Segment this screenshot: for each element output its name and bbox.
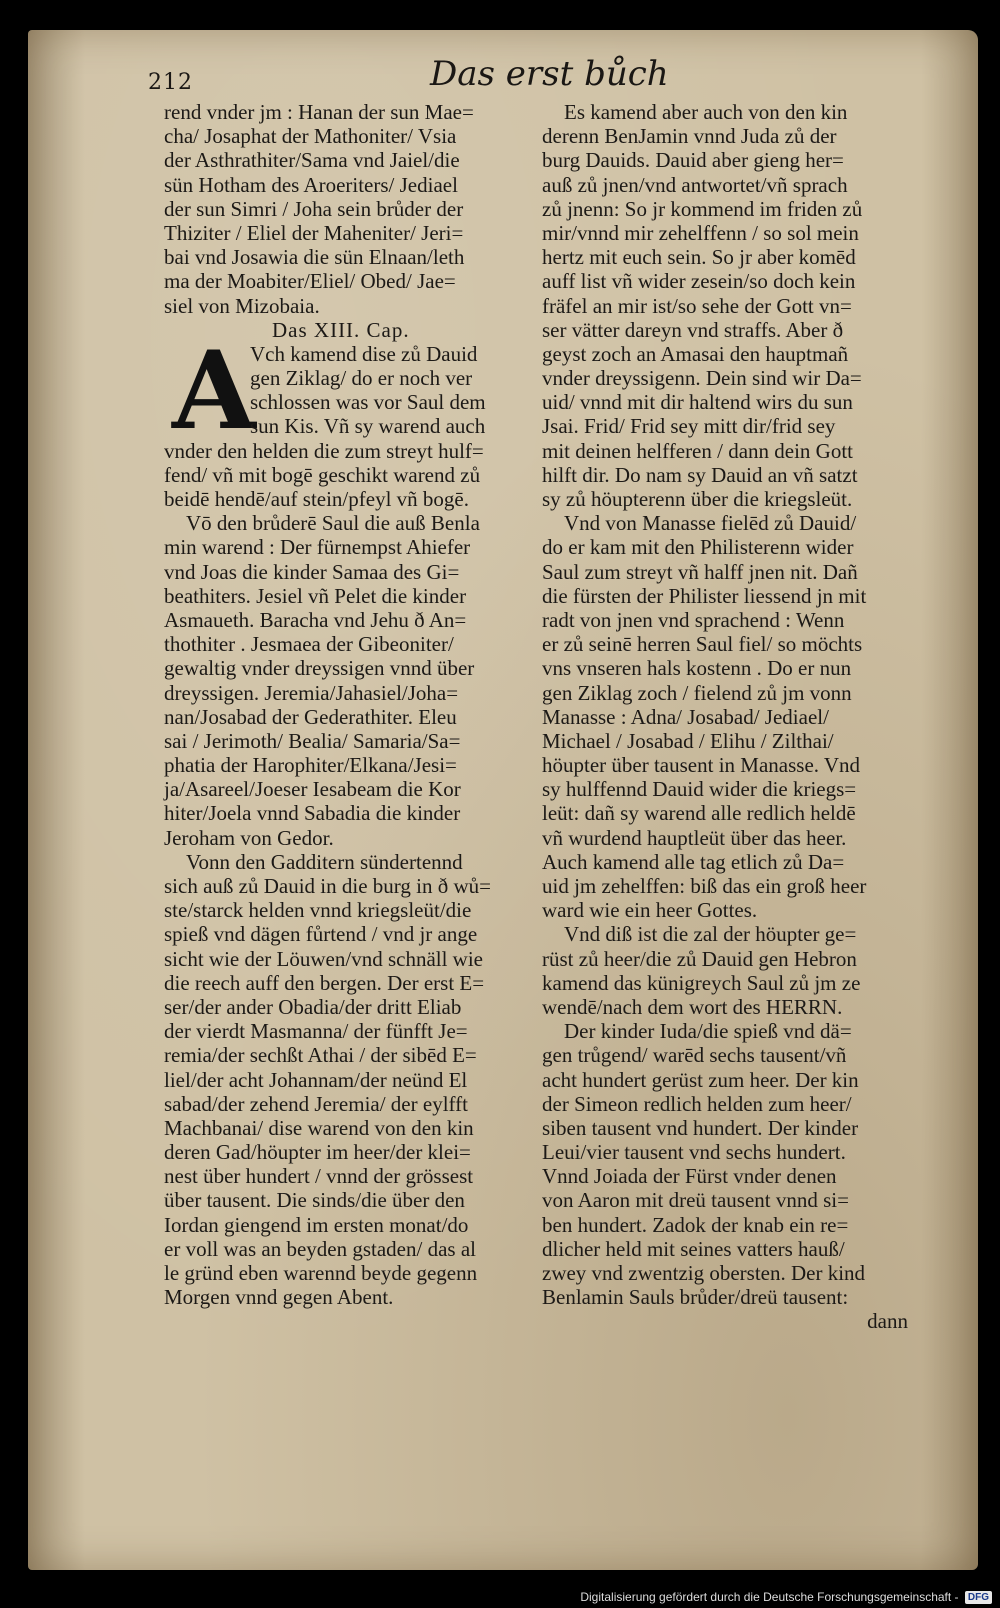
chapter-heading: Das XIII. Cap. — [272, 317, 410, 342]
text-line: rüst zů heer/die zů Dauid gen Hebron — [542, 946, 857, 971]
text-line: Jeroham von Gedor. — [164, 825, 334, 850]
text-line: Leui/vier tausent vnd sechs hundert. — [542, 1140, 846, 1165]
text-line: höupter über tausent in Manasse. Vnd — [542, 753, 861, 778]
text-line: uid jm zehelffen: biß das ein groß heer — [542, 874, 867, 898]
text-line: hertz mit euch sein. So jr aber komēd — [542, 245, 856, 270]
text-line: sün Hotham des Aroeriters/ Jediael — [164, 172, 458, 197]
text-line: der sun Simri / Joha sein brůder der — [164, 196, 464, 221]
text-line: leüt: dañ sy warend alle redlich heldē — [542, 801, 856, 826]
text-line: hilft dir. Do nam sy Dauid an vñ satzt — [542, 462, 858, 487]
text-line: vñ wurdend hauptleüt über das heer. — [542, 825, 847, 850]
text-line: vnd Joas die kinder Samaa des Gi= — [164, 559, 460, 584]
text-line: cha/ Josaphat der Mathoniter/ Vsia — [164, 124, 457, 149]
text-line: geyst zoch an Amasai den hauptmañ — [542, 341, 849, 366]
text-line: Saul zum streyt vñ halff jnen nit. Dañ — [542, 559, 858, 584]
text-line: vnder den helden die zum streyt hulf= — [164, 438, 484, 463]
text-line: ben hundert. Zadok der knab ein re= — [542, 1212, 849, 1237]
left-column — [164, 100, 538, 1309]
text-line: Jsai. Frid/ Frid sey mitt dir/frid sey — [542, 414, 836, 439]
catchword: dann — [867, 1309, 908, 1334]
text-line: nest über hundert / vnnd der grössest — [164, 1164, 474, 1189]
text-line: Vnd von Manasse fielēd zů Dauid/ — [564, 511, 857, 536]
text-line: die fürsten der Philister liessend jn mit — [542, 583, 867, 608]
text-line: Benlamin Sauls brůder/dreü tausent: — [542, 1285, 849, 1310]
text-line: siel von Mizobaia. — [164, 293, 320, 318]
right-paragraph-1 — [542, 100, 908, 511]
text-line: dlicher held mit seines vatters hauß/ — [542, 1236, 845, 1261]
right-paragraph-4 — [542, 1019, 908, 1309]
text-line: rend vnder jm : Hanan der sun Mae= — [164, 100, 474, 124]
right-paragraph-2 — [542, 511, 908, 922]
text-line: sich auß zů Dauid in die burg in ð wů= — [164, 874, 491, 899]
text-line: gen Ziklag zoch / fielend zů jm vonn — [542, 680, 852, 705]
text-line: er voll was an beyden gstaden/ das al — [164, 1236, 476, 1261]
text-line: gewaltig vnder dreyssigen vnnd über — [164, 656, 475, 681]
initial-lines — [250, 342, 486, 439]
text-line: ma der Moabiter/Eliel/ Obed/ Jae= — [164, 269, 456, 294]
text-line: Es kamend aber auch von den kin — [564, 100, 848, 124]
text-line: der vierdt Masmanna/ der fünfft Je= — [164, 1019, 468, 1044]
text-line: Michael / Josabad / Elihu / Zilthai/ — [542, 728, 834, 753]
dfg-logo: DFG — [965, 1591, 992, 1604]
left-paragraph-1 — [164, 100, 538, 318]
text-line: spieß vnd dägen fůrtend / vnd jr ange — [164, 922, 478, 947]
text-line: Morgen vnnd gegen Abent. — [164, 1285, 394, 1310]
left-paragraph-3 — [164, 850, 538, 1310]
text-line: Vō den brůderē Saul die auß Benla — [186, 511, 480, 536]
page-number: 212 — [148, 70, 193, 95]
text-line: Der kinder Iuda/die spieß vnd dä= — [564, 1019, 852, 1044]
right-paragraph-3 — [542, 922, 908, 1019]
text-line: gen Ziklag/ do er noch ver — [250, 366, 473, 391]
text-line: siben tausent vnd hundert. Der kinder — [542, 1115, 859, 1140]
text-line: ste/starck helden vnnd kriegsleüt/die — [164, 898, 472, 923]
footer-text: Digitalisierung gefördert durch die Deutsche Forschungsgemeinschaft - — [580, 1589, 959, 1604]
text-line: Vnd diß ist die zal der höupter ge= — [564, 922, 857, 947]
text-line: sy hulffennd Dauid wider die kriegs= — [542, 777, 857, 802]
text-line: ja/Asareel/Joeser Iesabeam die Kor — [164, 777, 461, 802]
text-line: vns vnseren hals kostenn . Do er nun — [542, 656, 852, 681]
text-line: von Aaron mit dreü tausent vnnd si= — [542, 1188, 849, 1213]
text-line: sy zů höupterenn über die kriegsleüt. — [542, 487, 853, 511]
text-line: radt von jnen vnd sprachend : Wenn — [542, 607, 845, 632]
text-line: wendē/nach dem wort des HERRN. — [542, 994, 843, 1019]
text-line: sicht wie der Löuwen/vnd schnäll wie — [164, 946, 483, 971]
text-line: hiter/Joela vnnd Sabadia die kinder — [164, 801, 461, 826]
text-line: Vnnd Joiada der Fürst vnder denen — [542, 1164, 837, 1189]
text-line: gen trůgend/ warēd sechs tausent/vñ — [542, 1043, 847, 1068]
text-line: do er kam mit den Philisterenn wider — [542, 535, 854, 560]
text-line: uid/ vnnd mit dir haltend wirs du sun — [542, 390, 853, 415]
text-line: Asmaueth. Baracha vnd Jehu ð An= — [164, 607, 467, 632]
text-line: sun Kis. Vñ sy warend auch — [250, 414, 486, 439]
text-line: acht hundert gerüst zum heer. Der kin — [542, 1067, 859, 1092]
text-line: der Asthrathiter/Sama vnd Jaiel/die — [164, 148, 460, 173]
text-line: bai vnd Josawia die sün Elnaan/leth — [164, 245, 465, 270]
text-line: thothiter . Jesmaea der Gibeoniter/ — [164, 632, 454, 657]
text-line: zwey vnd zwentzig obersten. Der kind — [542, 1261, 866, 1285]
text-line: er zů seinē herren Saul fiel/ so möchts — [542, 632, 863, 657]
text-line: sabad/der zehend Jeremia/ der eylfft — [164, 1091, 468, 1116]
text-line: Vch kamend dise zů Dauid — [250, 341, 478, 366]
text-line: Auch kamend alle tag etlich zů Da= — [542, 849, 845, 874]
text-line: schlossen was vor Saul dem — [250, 390, 486, 415]
text-line: mir/vnnd mir zehelffenn / so sol mein — [542, 220, 859, 245]
text-line: Vonn den Gadditern sündertennd — [186, 849, 463, 874]
text-line: fräfel an mir ist/so sehe der Gott vn= — [542, 293, 852, 318]
text-line: auß zů jnen/vnd antwortet/vñ sprach — [542, 172, 848, 197]
text-line: Iordan giengend im ersten monat/do — [164, 1212, 469, 1237]
text-line: ser/der ander Obadia/der dritt Eliab — [164, 994, 462, 1019]
text-line: auff list vñ wider zesein/so doch kein — [542, 269, 856, 294]
text-line: deren Gad/höupter im heer/der klei= — [164, 1140, 471, 1165]
text-line: sai / Jerimoth/ Bealia/ Samaria/Sa= — [164, 728, 461, 753]
text-line: kamend das künigreych Saul zů jm ze — [542, 970, 861, 995]
text-line: vnder dreyssigenn. Dein sind wir Da= — [542, 366, 862, 391]
text-line: der Simeon redlich helden zum heer/ — [542, 1091, 852, 1116]
text-line: mit deinen helfferen / dann dein Gott — [542, 438, 854, 463]
running-head: Das erst bůch — [430, 54, 669, 94]
text-line: ward wie ein heer Gottes. — [542, 898, 758, 923]
text-line: nan/Josabad der Gederathiter. Eleu — [164, 704, 457, 729]
text-line: fend/ vñ mit bogē geschikt warend zů — [164, 462, 481, 487]
text-line: zů jnenn: So jr kommend im friden zů — [542, 196, 863, 221]
text-line: liel/der acht Johannam/der neünd El — [164, 1067, 468, 1092]
text-line: remia/der sechßt Athai / der sibēd E= — [164, 1043, 477, 1068]
digitization-footer — [580, 1590, 992, 1604]
drop-cap-initial: A — [172, 327, 256, 454]
text-line: min warend : Der fürnempst Ahiefer — [164, 535, 471, 560]
text-line: beidē hendē/auf stein/pfeyl vñ bogē. — [164, 487, 469, 512]
text-line: burg Dauids. Dauid aber gieng her= — [542, 148, 844, 173]
text-line: le gründ eben warennd beyde gegenn — [164, 1261, 478, 1286]
text-line: derenn BenJamin vnnd Juda zů der — [542, 124, 837, 149]
right-column — [542, 100, 908, 1334]
text-line: beathiters. Jesiel vñ Pelet die kinder — [164, 583, 467, 608]
text-line: ser vätter dareyn vnd straffs. Aber ð — [542, 317, 844, 342]
text-line: Machbanai/ dise warend von den kin — [164, 1115, 474, 1140]
text-line: die reech auff den bergen. Der erst E= — [164, 970, 485, 995]
text-line: über tausent. Die sinds/die über den — [164, 1188, 465, 1213]
text-line: dreyssigen. Jeremia/Jahasiel/Joha= — [164, 680, 459, 705]
text-line: Manasse : Adna/ Josabad/ Jediael/ — [542, 704, 829, 729]
text-line: Thiziter / Eliel der Maheniter/ Jeri= — [164, 220, 464, 245]
left-paragraph-2 — [164, 511, 538, 850]
text-line: phatia der Harophiter/Elkana/Jesi= — [164, 753, 457, 778]
